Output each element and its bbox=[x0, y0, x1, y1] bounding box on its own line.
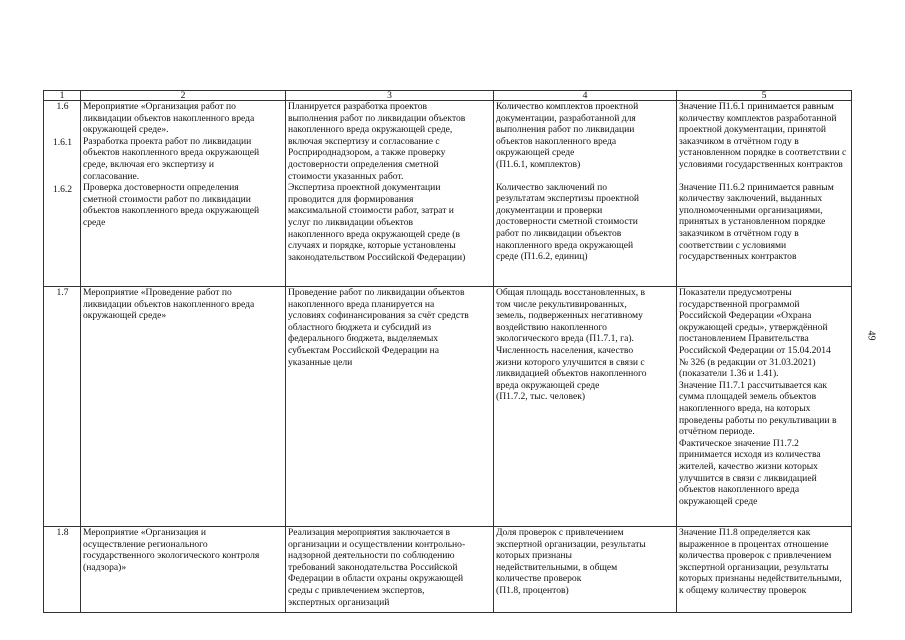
row-number: 1.6.2 bbox=[52, 184, 73, 196]
row-number-cell: 1.8 bbox=[44, 527, 81, 613]
indicator-text: Количество заключений по результатам экспертизы проектной документации и проверки достоверности сметной стоимости работ по ликвидации объектов накопленного вреда окружающей среде (П1.6.2, единиц) bbox=[496, 181, 640, 263]
measure-title: Мероприятие «Организация и осуществление регионального государственного экологического контроля (надзора)» bbox=[83, 527, 260, 573]
page-number: 49 bbox=[865, 330, 877, 341]
indicator-text: Количество комплектов проектной документации, разработанной для выполнения работ по ликвидации объектов накопленного вреда окружающей среде (П1.6.1, комплектов) bbox=[496, 101, 639, 170]
calculation-cell bbox=[677, 101, 852, 287]
description-text: Проведение работ по ликвидации объектов накопленного вреда планируется на условиях софинансирования за счёт средств областного бюджета и субсидий из федерального бюджета, выделяемых субъектам Российской Федерации на указанные цели bbox=[288, 287, 469, 368]
measure-title: Мероприятие «Проведение работ по ликвидации объектов накопленного вреда окружающей среде» bbox=[83, 287, 255, 322]
measure-title: Мероприятие «Организация работ по ликвидации объектов накопленного вреда окружающей среде». bbox=[83, 101, 255, 136]
indicator-cell bbox=[494, 527, 677, 613]
column-header: 5 bbox=[677, 91, 852, 101]
description-cell bbox=[286, 527, 494, 613]
measure-subitem: Проверка достоверности определения сметной стоимости работ по ликвидации объектов накопленного вреда окружающей среде bbox=[83, 182, 260, 228]
measure-subitem: Разработка проекта работ по ликвидации объектов накопленного вреда окружающей среде, включая его экспертизу и согласование. bbox=[83, 135, 260, 182]
table-row bbox=[44, 101, 852, 287]
indicator-text: Доля проверок с привлечением экспертной организации, результаты которых признаны недействительными, в общем количестве проверок (П1.8, процентов) bbox=[496, 527, 646, 596]
description-cell bbox=[286, 101, 494, 287]
calculation-text: Показатели предусмотрены государственной программой Российской Федерации «Охрана окружающей среды», утверждённой постановлением Правительства Российской Федерации от 15.04.2014 № 326 (в редакции от 31.03.2021) (показатели 1.36 и 1.41). Значение П1.7.1 рассчитывается как сумма площадей земель объектов накопленного вреда, на которых проведены работы по рекультивации в отчётном периоде. Фактическое значение П1.7.2 принимается исходя из количества жителей, качество жизни которых улучшится в связи с ликвидацией объектов накопленного вреда окружающей среде bbox=[679, 287, 837, 507]
column-header: 1 bbox=[44, 91, 81, 101]
table-row bbox=[44, 527, 852, 613]
calculation-text: Значение П1.8 определяется как выраженное в процентах отношение количества проверок с привлечением экспертной организации, результаты которых признаны недействительными, к общему количеству проверок bbox=[679, 527, 842, 596]
row-number: 1.6 bbox=[56, 101, 69, 112]
row-number-cell: 1.7 bbox=[44, 287, 81, 527]
row-number: 1.6.1 bbox=[52, 136, 73, 148]
measure-name-cell bbox=[81, 101, 286, 287]
description-cell bbox=[286, 287, 494, 527]
column-header: 3 bbox=[286, 91, 494, 101]
measure-name-cell bbox=[81, 527, 286, 613]
table-row bbox=[44, 287, 852, 527]
indicator-cell bbox=[494, 287, 677, 527]
calculation-cell bbox=[677, 287, 852, 527]
description-text: Планируется разработка проектов выполнения работ по ликвидации объектов накопленного вреда окружающей среде, включая экспертизу и согласование с Росприроднадзором, а также проверку достоверности определения сметной стоимости указанных работ. bbox=[288, 101, 466, 182]
calculation-text: Значение П1.6.2 принимается равным количеству заключений, выданных уполномоченными организациями, принятых в установленном порядке заказчиком в отчётном году в соответствии с условиями государственных контрактов bbox=[679, 181, 834, 263]
description-text: Экспертиза проектной документации проводится для формирования максимальной стоимости работ, затрат и услуг по ликвидации объектов накопленного вреда окружающей среде (в случаях и порядке, которые установлены законодательством Российской Федерации) bbox=[288, 182, 466, 263]
table-header-row bbox=[44, 91, 852, 101]
indicator-cell bbox=[494, 101, 677, 287]
indicator-text: Общая площадь восстановленных, в том числе рекультивированных, земель, подверженных негативному воздействию накопленного экологического вреда (П1.7.1, га). Численность населения, качество жизни которого улучшится в связи с ликвидацией объектов накопленного вреда окружающей среде (П1.7.2, тыс. человек) bbox=[496, 287, 647, 403]
calculation-text: Значение П1.6.1 принимается равным количеству комплектов разработанной проектной документации, принятой заказчиком в отчётном году в установленном порядке в соответствии с условиями государственных контрактов bbox=[679, 101, 847, 170]
measures-table bbox=[43, 90, 852, 613]
calculation-cell bbox=[677, 527, 852, 613]
column-header: 4 bbox=[494, 91, 677, 101]
row-number-cell bbox=[44, 101, 81, 287]
description-text: Реализация мероприятия заключается в организации и осуществлении контрольно- надзорной деятельности по соблюдению требований законодательства Российской Федерации в области охраны окружающей среды с привлечением экспертов, экспертных организаций bbox=[288, 527, 466, 608]
column-header: 2 bbox=[81, 91, 286, 101]
measure-name-cell bbox=[81, 287, 286, 527]
